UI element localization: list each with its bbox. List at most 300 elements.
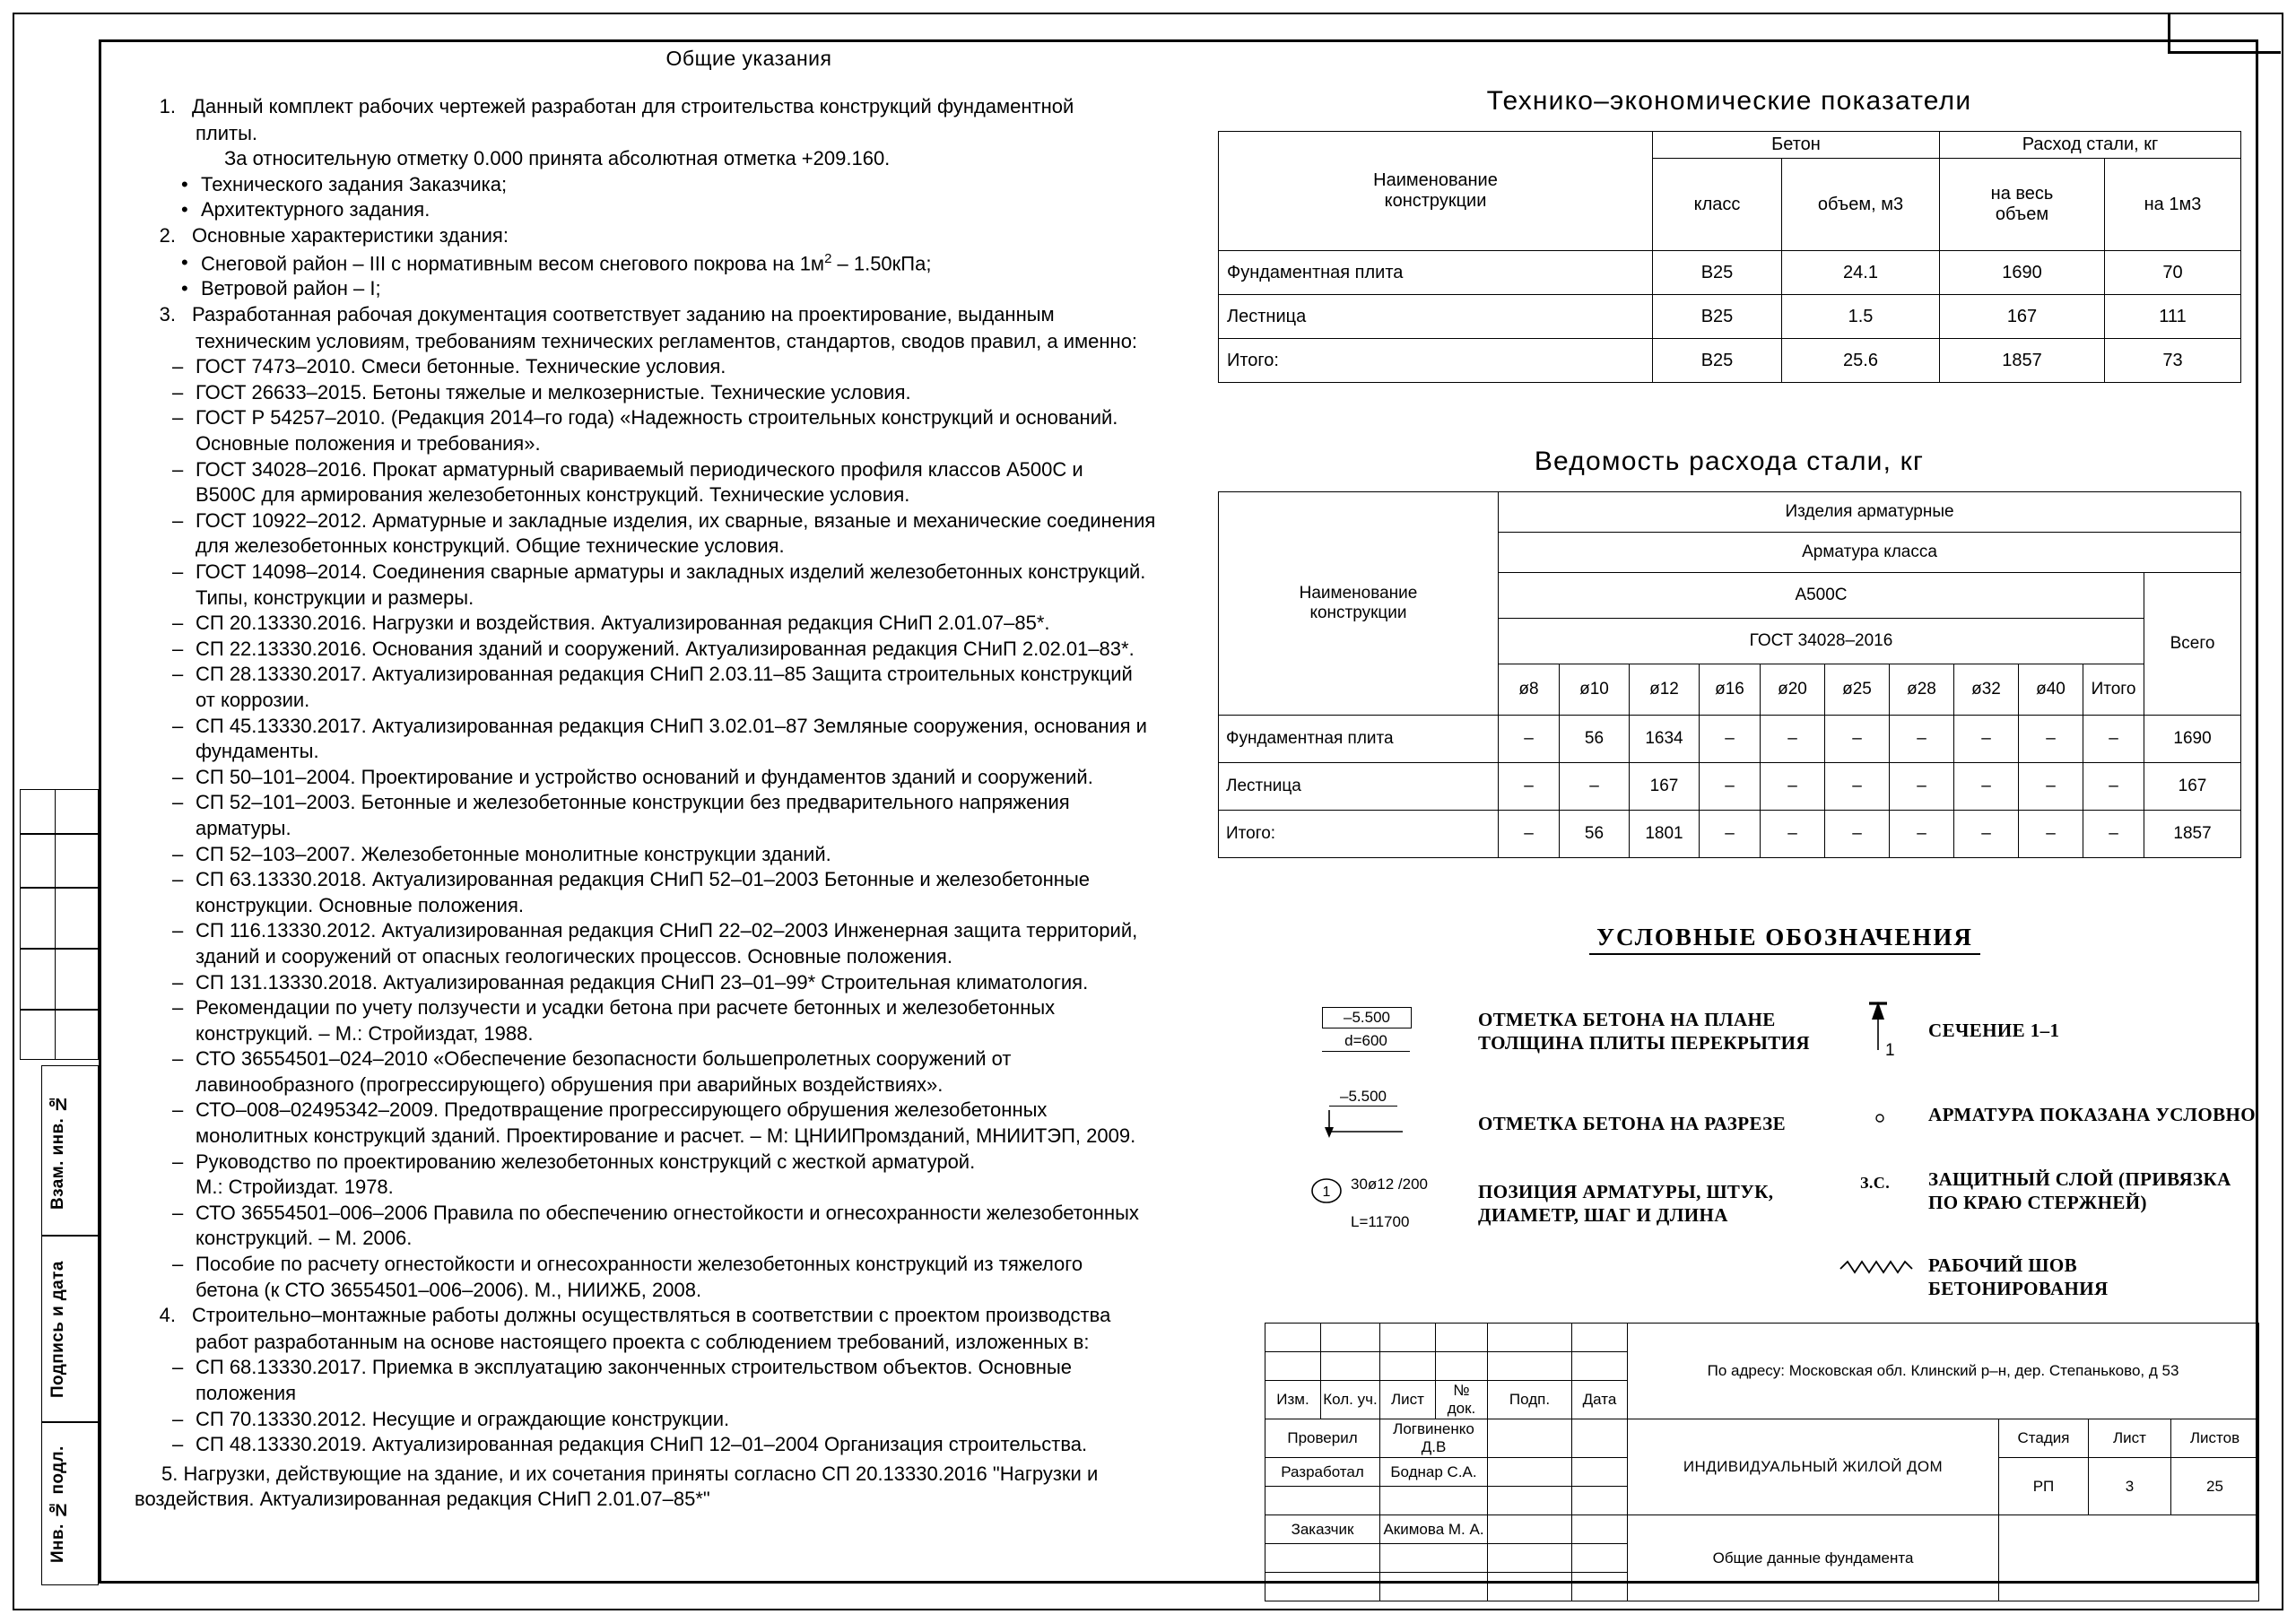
note-text: СП 45.13330.2017. Актуализированная редакция СНиП 3.02.01–87 Земляные сооружения, основания и [196, 714, 1147, 737]
steel-table [1218, 491, 2241, 858]
note-line [135, 276, 1202, 302]
dash-icon: – [172, 508, 184, 532]
tb-column-header: Дата [1572, 1381, 1628, 1419]
legend-label-protective-layer [1928, 1168, 2231, 1214]
steel-col-grade: А500С [1499, 573, 2144, 619]
tb-date-3 [1572, 1515, 1628, 1544]
tb-column-header: Кол. уч. [1321, 1381, 1380, 1419]
steel-cell-value: 167 [1630, 763, 1700, 811]
tb-blank [1380, 1352, 1436, 1381]
steel-cell-value: – [1761, 811, 1825, 858]
steel-cell-value: – [1560, 763, 1630, 811]
tb-sheets-label: Листов [2171, 1419, 2259, 1458]
tb-blank [1321, 1352, 1380, 1381]
dash-icon: – [172, 842, 184, 865]
note-text: Снеговой район – III с нормативным весом снегового покрова на $1м^2 - 1.50кПа$; [201, 250, 932, 274]
tb-sign-4 [1488, 1544, 1572, 1573]
note-line [135, 250, 1202, 277]
tb-role-3: Заказчик [1265, 1515, 1380, 1544]
note-line [135, 172, 1202, 198]
dash-icon: – [172, 663, 184, 686]
note-text: Разработанная рабочая документация соответствует заданию на проектирование, выданным [192, 303, 1055, 326]
note-line [135, 1201, 1202, 1227]
note-text: СП 68.13330.2017. Приемка в эксплуатацию законченных строительством объектов. Основные [196, 1356, 1073, 1379]
note-text: Строительно–монтажные работы должны осуществляться в соответствии с проектом производства [192, 1304, 1111, 1327]
note-line [135, 94, 1202, 120]
dash-icon: – [172, 714, 184, 737]
sheet-corner-box [2168, 13, 2281, 54]
tep-cell-class: В25 [1653, 295, 1782, 339]
note-line: плиты. [196, 121, 258, 144]
note-line [135, 1046, 1202, 1072]
note-line: В500С для армирования железобетонных конструкций. Технические условия. [196, 483, 910, 507]
steel-cell-value: – [1954, 763, 2019, 811]
tep-col-name [1219, 132, 1653, 251]
dash-icon: – [172, 791, 184, 814]
tep-table-body [1219, 251, 2241, 383]
tb-person-2 [1380, 1487, 1488, 1515]
note-number: 2. [159, 223, 176, 247]
note-line: 5. Нагрузки, действующие на здание, и их сочетания приняты согласно СП 20.13330.2016 "Нагрузки и [161, 1462, 1099, 1485]
tb-blank [1572, 1352, 1628, 1381]
tb-date-5 [1572, 1573, 1628, 1601]
tb-blank [1265, 1352, 1321, 1381]
note-line [135, 714, 1202, 740]
steel-col-diameter: ø28 [1890, 664, 1954, 716]
legend-item-rebar-pos [1309, 1176, 1428, 1231]
note-line [135, 197, 1202, 223]
steel-cell-value: – [1954, 811, 2019, 858]
note-line [135, 918, 1202, 944]
legend-label-rebar-pos [1478, 1181, 1773, 1227]
legend-label-level-plan-l2: ТОЛЩИНА ПЛИТЫ ПЕРЕКРЫТИЯ [1478, 1031, 1810, 1054]
steel-cell-value: – [1954, 716, 2019, 763]
note-line [135, 508, 1202, 534]
tep-cell-total: 1857 [1940, 339, 2105, 383]
tb-sign-1 [1488, 1458, 1572, 1487]
note-line: техническим условиям, требованиям технических регламентов, стандартов, сводов правил, а именно: [196, 329, 1138, 352]
small-circle-icon [1873, 1109, 1891, 1127]
rebar-length-text: L=11700 [1351, 1213, 1410, 1230]
tb-column-header: Лист [1380, 1381, 1436, 1419]
note-line [135, 765, 1202, 791]
steel-cell-value: – [1700, 716, 1761, 763]
tb-blank [1488, 1324, 1572, 1352]
level-mark-section-text: –5.500 [1329, 1088, 1397, 1107]
dash-icon: – [172, 1356, 184, 1379]
title-block-row-customer [1265, 1515, 2259, 1544]
note-line [135, 637, 1202, 663]
title-block-table [1265, 1323, 2259, 1601]
dash-icon: – [172, 406, 184, 430]
note-line: бетона (к СТО 36554501–006–2006). М., НИИЖБ, 2008. [196, 1278, 702, 1301]
legend-label-construction-joint [1928, 1254, 2260, 1300]
dash-icon: – [172, 1253, 184, 1276]
title-block-row-blank-1 [1265, 1324, 2259, 1352]
legend-label-construction-joint-l1: РАБОЧИЙ ШОВ БЕТОНИРОВАНИЯ [1928, 1254, 2109, 1299]
note-line: конструкций. – М. 2006. [196, 1227, 413, 1250]
note-text: СП 63.13330.2018. Актуализированная редакция СНиП 52–01–2003 Бетонные и железобетонные [196, 868, 1090, 891]
steel-block [1218, 447, 2240, 858]
note-text: СТО 36554501–006–2006 Правила по обеспечению огнестойкости и огнесохранности железобетонных [196, 1201, 1139, 1224]
note-line: работ разработанным на основе настоящего проекта с соблюдением требований, изложенных в: [196, 1330, 1090, 1353]
legend-item-level-plan [1322, 1007, 1412, 1052]
title-block [1265, 1323, 2258, 1587]
tep-cell-name: Лестница [1219, 295, 1653, 339]
legend-label-rebar-pos-l2: ДИАМЕТР, ШАГ И ДЛИНА [1478, 1203, 1728, 1226]
tb-role-4 [1265, 1544, 1380, 1573]
note-text: Данный комплект рабочих чертежей разработан для строительства конструкций фундаментной [192, 95, 1074, 117]
legend-item-construction-joint [1839, 1258, 1923, 1280]
tb-sign-3 [1488, 1515, 1572, 1544]
slab-thickness-text: d=600 [1322, 1028, 1410, 1052]
level-mark-box: –5.500 [1322, 1007, 1412, 1028]
label-signature-date: Подпись и дата [48, 1261, 67, 1399]
note-line [135, 1432, 1202, 1458]
legend-item-rebar-symbolic [1873, 1109, 1891, 1132]
tep-col-per-m3: на 1м3 [2105, 159, 2241, 251]
legend-label-level-section-l1: ОТМЕТКА БЕТОНА НА РАЗРЕЗЕ [1478, 1113, 1787, 1134]
legend-title [1309, 924, 2260, 951]
field-inv-podl [41, 1422, 99, 1585]
steel-cell-value: 56 [1560, 811, 1630, 858]
tb-object-name: ИНДИВИДУАЛЬНЫЙ ЖИЛОЙ ДОМ [1628, 1419, 1999, 1515]
dash-icon: – [172, 996, 184, 1020]
margin-grid-col [20, 789, 56, 1060]
tep-cell-total: 1690 [1940, 251, 2105, 295]
note-line: конструкции. Основные положения. [196, 893, 524, 916]
legend-label-level-plan-l1: ОТМЕТКА БЕТОНА НА ПЛАНЕ [1478, 1009, 1776, 1030]
note-text: СТО 36554501–024–2010 «Обеспечение безопасности большепролетных сооружений от [196, 1047, 1012, 1071]
steel-cell-value: – [1700, 763, 1761, 811]
note-line: конструкций. – М.: Стройиздат, 1988. [196, 1021, 534, 1045]
steel-col-name-l2: конструкции [1309, 603, 1407, 622]
legend-label-protective-layer-l2: ПО КРАЮ СТЕРЖНЕЙ) [1928, 1191, 2147, 1213]
general-notes-block [135, 47, 1202, 1513]
note-text: Ветровой район – I; [201, 277, 381, 300]
tb-blank-right [1999, 1515, 2259, 1601]
steel-col-diameter: ø32 [1954, 664, 2019, 716]
note-line [135, 354, 1202, 380]
dash-icon: – [172, 1150, 184, 1173]
tb-sign-5 [1488, 1573, 1572, 1601]
note-text: Архитектурного задания. [201, 198, 430, 221]
steel-col-name-l1: Наименование [1299, 584, 1418, 603]
dash-icon: – [172, 1201, 184, 1224]
note-text: СП 22.13330.2016. Основания зданий и сооружений. Актуализированная редакция СНиП 2.02.01–83*. [196, 637, 1135, 660]
steel-col-class-row: Арматура класса [1499, 533, 2241, 573]
steel-row [1219, 763, 2241, 811]
dash-icon: – [172, 612, 184, 635]
note-line [135, 790, 1202, 816]
tep-col-total-volume-l2: объем [1995, 204, 2049, 224]
legend-title-text: УСЛОВНЫЕ ОБОЗНАЧЕНИЯ [1589, 924, 1980, 955]
tep-title: Технико–экономические показатели [1486, 86, 1972, 116]
tb-person-3: Акимова М. А. [1380, 1515, 1488, 1544]
general-notes-title: Общие указания [665, 47, 832, 70]
tep-cell-volume: 25.6 [1782, 339, 1940, 383]
steel-col-products: Изделия арматурные [1499, 492, 2241, 533]
note-line [135, 223, 1202, 249]
dash-icon: – [172, 765, 184, 788]
tb-stage-value: РП [1999, 1458, 2089, 1515]
legend-label-level-plan [1478, 1009, 1810, 1055]
tb-column-header: Подп. [1488, 1381, 1572, 1419]
legend-label-level-section [1478, 1113, 1786, 1136]
note-text: СТО–008–02495342–2009. Предотвращение прогрессирующего обрушения железобетонных [196, 1098, 1048, 1122]
tb-sheet-label: Лист [2089, 1419, 2171, 1458]
note-text: Пособие по расчету огнестойкости и огнесохранности железобетонных конструкций из тяжелого [196, 1253, 1083, 1276]
bullet-icon: • [181, 198, 188, 221]
tep-col-name-l2: конструкции [1384, 191, 1487, 211]
tb-blank [1380, 1324, 1436, 1352]
steel-cell-value: – [1890, 763, 1954, 811]
note-line: лавинообразного (прогрессирующего) обрушения при аварийных воздействиях». [196, 1072, 944, 1096]
dash-icon: – [172, 1433, 184, 1456]
dash-icon: – [172, 1407, 184, 1430]
tep-row [1219, 251, 2241, 295]
level-arrow-icon [1324, 1108, 1431, 1144]
note-line [135, 1355, 1202, 1381]
tb-blank [1488, 1352, 1572, 1381]
steel-row [1219, 811, 2241, 858]
legend-label-rebar-symbolic [1928, 1104, 2256, 1127]
legend-label-rebar-symbolic-l1: АРМАТУРА ПОКАЗАНА УСЛОВНО [1928, 1104, 2256, 1125]
steel-cell-value: – [1499, 763, 1560, 811]
dash-icon: – [172, 380, 184, 404]
steel-cell-value: – [2019, 716, 2083, 763]
label-zam-inv: Взам. инв. № [48, 1093, 67, 1210]
section-cut-icon [1857, 1000, 1898, 1064]
note-line [135, 970, 1202, 996]
tep-col-total-volume-l1: на весь [1990, 184, 2054, 204]
tep-row [1219, 295, 2241, 339]
tep-header-row-1 [1219, 132, 2241, 159]
steel-cell-value: 56 [1560, 716, 1630, 763]
tb-blank [1265, 1324, 1321, 1352]
tep-col-name-l1: Наименование [1373, 170, 1498, 190]
note-text: Основные характеристики здания: [192, 223, 509, 247]
note-text: Технического задания Заказчика; [201, 172, 508, 195]
tep-cell-per-m3: 73 [2105, 339, 2241, 383]
steel-cell-value: – [1761, 716, 1825, 763]
legend-label-rebar-pos-l1: ПОЗИЦИЯ АРМАТУРЫ, ШТУК, [1478, 1181, 1774, 1202]
steel-cell-name: Фундаментная плита [1219, 716, 1499, 763]
steel-cell-value: – [2019, 811, 2083, 858]
legend-item-level-section [1324, 1088, 1431, 1144]
note-text: ГОСТ 10922–2012. Арматурные и закладные изделия, их сварные, вязаные и механические соединения [196, 508, 1156, 532]
zigzag-icon [1839, 1258, 1923, 1276]
note-line [135, 1303, 1202, 1329]
general-notes-list [135, 94, 1202, 1513]
steel-cell-total: 1857 [2144, 811, 2241, 858]
tb-blank [1321, 1324, 1380, 1352]
tep-table [1218, 131, 2241, 383]
legend-marker-protective-layer: З.С. [1860, 1174, 1891, 1192]
note-line: фундаменты. [196, 740, 319, 763]
steel-col-total: Всего [2144, 573, 2241, 716]
tb-role-2 [1265, 1487, 1380, 1515]
tep-col-total-volume [1940, 159, 2105, 251]
bullet-icon: • [181, 277, 188, 300]
note-line [135, 405, 1202, 431]
tb-role-5 [1265, 1573, 1380, 1601]
tep-cell-name: Итого: [1219, 339, 1653, 383]
steel-cell-value: – [2083, 811, 2144, 858]
tb-role-1: Разработал [1265, 1458, 1380, 1487]
note-line: зданий и сооружений от опасных геологических процессов. Основные положения. [196, 944, 952, 968]
steel-cell-total: 167 [2144, 763, 2241, 811]
note-text: СП 131.13330.2018. Актуализированная редакция СНиП 23–01–99* Строительная климатология. [196, 970, 1089, 994]
note-line [135, 302, 1202, 328]
steel-cell-value: 1801 [1630, 811, 1700, 858]
note-line: положения [196, 1382, 297, 1405]
steel-col-diameter: ø20 [1761, 664, 1825, 716]
steel-col-diameter: ø40 [2019, 664, 2083, 716]
note-line: арматуры. [196, 816, 291, 839]
steel-cell-total: 1690 [2144, 716, 2241, 763]
tep-col-concrete: Бетон [1653, 132, 1940, 159]
legend-label-section [1928, 1020, 2059, 1043]
tb-sign-0 [1488, 1419, 1572, 1458]
steel-title: Ведомость расхода стали, кг [1534, 447, 1925, 476]
tb-date-4 [1572, 1544, 1628, 1573]
dash-icon: – [172, 457, 184, 481]
steel-cell-value: – [2083, 763, 2144, 811]
note-line [135, 842, 1202, 868]
note-text: СП 70.13330.2012. Несущие и ограждающие конструкции. [196, 1407, 730, 1430]
steel-col-diameter: ø8 [1499, 664, 1560, 716]
note-text: СП 116.13330.2012. Актуализированная редакция СНиП 22–02–2003 Инженерная защита территорий, [196, 919, 1138, 942]
tb-drawing-name: Общие данные фундамента [1628, 1515, 1999, 1601]
dash-icon: – [172, 355, 184, 378]
note-number: 1. [159, 95, 176, 117]
steel-cell-value: – [2019, 763, 2083, 811]
note-text: СП 28.13330.2017. Актуализированная редакция СНиП 2.03.11–85 Защита строительных конструкций [196, 663, 1133, 686]
tb-person-1: Боднар С.А. [1380, 1458, 1488, 1487]
note-text: ГОСТ 14098–2014. Соединения сварные арматуры и закладных изделий железобетонных конструкций. [196, 560, 1146, 584]
tep-row [1219, 339, 2241, 383]
steel-col-name [1219, 492, 1499, 716]
note-text: Рекомендации по учету ползучести и усадки бетона при расчете бетонных и железобетонных [196, 996, 1056, 1020]
steel-col-gost: ГОСТ 34028–2016 [1499, 619, 2144, 664]
tb-date-1 [1572, 1458, 1628, 1487]
tb-role-0: Проверил [1265, 1419, 1380, 1458]
tep-block [1218, 86, 2240, 383]
tep-col-class: класс [1653, 159, 1782, 251]
rebar-spec-text: 30ø12 /200 [1351, 1176, 1429, 1193]
note-text: СП 48.13330.2019. Актуализированная редакция СНиП 12–01–2004 Организация строительства. [196, 1433, 1088, 1456]
tb-person-4 [1380, 1544, 1488, 1573]
tb-address: По адресу: Московская обл. Клинский р–н, дер. Степаньково, д 53 [1628, 1324, 2259, 1419]
note-line: воздействия. Актуализированная редакция СНиП 2.01.07–85*" [135, 1488, 710, 1511]
note-text: СП 50–101–2004. Проектирование и устройство оснований и фундаментов зданий и сооружений. [196, 765, 1093, 788]
tep-cell-total: 167 [1940, 295, 2105, 339]
tep-cell-per-m3: 70 [2105, 251, 2241, 295]
steel-col-diameter: ø12 [1630, 664, 1700, 716]
note-text: ГОСТ 7473–2010. Смеси бетонные. Технические условия. [196, 355, 726, 378]
tb-column-header: № док. [1436, 1381, 1488, 1419]
note-line [135, 1098, 1202, 1124]
steel-col-diameter: ø25 [1825, 664, 1890, 716]
steel-cell-value: 1634 [1630, 716, 1700, 763]
tb-blank [1436, 1324, 1488, 1352]
tep-col-steel: Расход стали, кг [1940, 132, 2241, 159]
note-text: СП 52–103–2007. Железобетонные монолитные конструкции зданий. [196, 842, 831, 865]
steel-cell-value: – [1700, 811, 1761, 858]
dash-icon: – [172, 560, 184, 584]
steel-cell-name: Лестница [1219, 763, 1499, 811]
field-signature-date [41, 1236, 99, 1422]
note-line [135, 1150, 1202, 1176]
note-text: СП 20.13330.2016. Нагрузки и воздействия. Актуализированная редакция СНиП 2.01.07–85*. [196, 612, 1050, 635]
steel-cell-value: – [1825, 763, 1890, 811]
note-line [135, 995, 1202, 1021]
dash-icon: – [172, 637, 184, 660]
note-text: Руководство по проектированию железобетонных конструкций с жесткой арматурой. [196, 1150, 976, 1173]
steel-row [1219, 716, 2241, 763]
bullet-icon: • [181, 250, 188, 273]
note-line: М.: Стройиздат. 1978. [196, 1176, 394, 1199]
tb-person-5 [1380, 1573, 1488, 1601]
legend-label-protective-layer-l1: ЗАЩИТНЫЙ СЛОЙ (ПРИВЯЗКА [1928, 1168, 2231, 1190]
tb-sheet-value: 3 [2089, 1458, 2171, 1515]
note-line: монолитных конструкций зданий. Проектирование и расчет. – М: ЦНИИПромзданий, МНИИТЭП, 2009. [196, 1124, 1136, 1148]
note-number: 4. [159, 1304, 176, 1327]
label-inv-podl: Инв. № подл. [48, 1445, 67, 1564]
tb-stage-label: Стадия [1999, 1419, 2089, 1458]
bullet-icon: • [181, 172, 188, 195]
tb-blank [1436, 1352, 1488, 1381]
steel-cell-value: – [2083, 716, 2144, 763]
steel-cell-value: – [1890, 811, 1954, 858]
svg-text:1: 1 [1322, 1185, 1331, 1200]
field-zam-inv [41, 1065, 99, 1236]
note-line [135, 457, 1202, 483]
steel-col-diameter: ø10 [1560, 664, 1630, 716]
note-line: от коррозии. [196, 688, 310, 711]
tep-cell-volume: 1.5 [1782, 295, 1940, 339]
steel-col-diameter: Итого [2083, 664, 2144, 716]
tb-blank [1572, 1324, 1628, 1352]
tep-cell-name: Фундаментная плита [1219, 251, 1653, 295]
legend-item-section [1857, 1000, 1898, 1069]
tep-cell-per-m3: 111 [2105, 295, 2241, 339]
note-line [135, 380, 1202, 406]
steel-cell-name: Итого: [1219, 811, 1499, 858]
tb-column-header: Изм. [1265, 1381, 1321, 1419]
legend-label-section-l1: СЕЧЕНИЕ 1–1 [1928, 1020, 2060, 1041]
note-text: ГОСТ Р 54257–2010. (Редакция 2014–го года) «Надежность строительных конструкций и оснований. [196, 406, 1118, 430]
tep-cell-class: В25 [1653, 251, 1782, 295]
steel-cell-value: – [1761, 763, 1825, 811]
note-line [135, 611, 1202, 637]
tb-sheets-value: 25 [2171, 1458, 2259, 1515]
note-line: для железобетонных конструкций. Общие технические условия. [196, 534, 785, 558]
steel-cell-value: – [1825, 716, 1890, 763]
dash-icon: – [172, 1098, 184, 1122]
tb-date-2 [1572, 1487, 1628, 1515]
tb-date-0 [1572, 1419, 1628, 1458]
dash-icon: – [172, 919, 184, 942]
note-line: Типы, конструкции и размеры. [196, 586, 474, 609]
legend-grid [1309, 998, 2260, 1299]
note-line [135, 867, 1202, 893]
dash-icon: – [172, 970, 184, 994]
steel-cell-value: – [1890, 716, 1954, 763]
note-number: 3. [159, 303, 176, 326]
steel-cell-value: – [1499, 811, 1560, 858]
